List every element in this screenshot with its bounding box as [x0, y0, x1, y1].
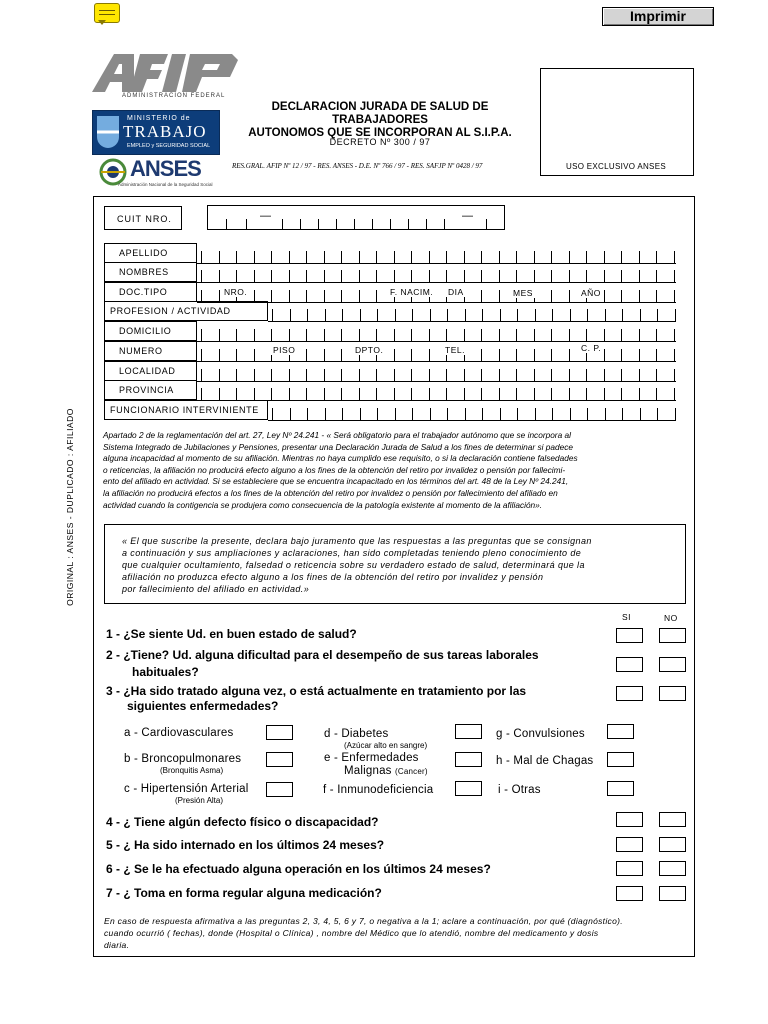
- profesion-label: PROFESION / ACTIVIDAD: [104, 301, 268, 321]
- afip-logo: [92, 52, 258, 94]
- q1-si-checkbox[interactable]: [616, 628, 643, 643]
- disease-i: i - Otras: [498, 784, 541, 796]
- print-button[interactable]: Imprimir: [602, 7, 714, 26]
- funcionario-input[interactable]: [268, 400, 676, 421]
- q5-si-checkbox[interactable]: [616, 837, 643, 852]
- shield-icon: [97, 116, 119, 148]
- disease-i-checkbox[interactable]: [607, 781, 634, 796]
- anses-logo: ANSES: [130, 156, 201, 181]
- profesion-input[interactable]: [268, 301, 676, 322]
- question-2-cont: habituales?: [132, 665, 199, 679]
- piso-label: PISO: [273, 345, 296, 355]
- domicilio-input[interactable]: [197, 321, 676, 342]
- disease-a-checkbox[interactable]: [266, 725, 293, 740]
- nombres-label: NOMBRES: [104, 262, 197, 282]
- cuit-input[interactable]: [207, 205, 505, 230]
- q6-no-checkbox[interactable]: [659, 861, 686, 876]
- localidad-input[interactable]: [197, 361, 676, 382]
- decreto-label: DECRETO Nº 300 / 97: [329, 137, 431, 147]
- localidad-label: LOCALIDAD: [104, 361, 197, 381]
- disease-c-checkbox[interactable]: [266, 782, 293, 797]
- note-icon-tail: [98, 20, 106, 25]
- footer-instructions: En caso de respuesta afirmativa a las preguntas 2, 3, 4, 5, 6 y 7, o negativa a la 1; aclare a continuación, por qué (diagnóstico). cuando ocurrió ( fechas), donde (Hospital o Clínica) , nombre del Médico que lo atendió, nombre del medicamento y dosis diaria.: [104, 916, 623, 950]
- disease-h-checkbox[interactable]: [607, 752, 634, 767]
- provincia-input[interactable]: [197, 380, 676, 401]
- apellido-input[interactable]: [197, 243, 676, 264]
- q5-no-checkbox[interactable]: [659, 837, 686, 852]
- q6-si-checkbox[interactable]: [616, 861, 643, 876]
- disease-e-cont: Malignas (Cancer): [344, 765, 428, 777]
- question-3-cont: siguientes enfermedades?: [127, 699, 279, 713]
- disease-f: f - Inmunodeficiencia: [323, 784, 434, 796]
- q3-no-checkbox[interactable]: [659, 686, 686, 701]
- q1-no-checkbox[interactable]: [659, 628, 686, 643]
- question-1: 1 - ¿Se siente Ud. en buen estado de salud?: [106, 627, 357, 641]
- declaration-text: « El que suscribe la presente, declara bajo juramento que las respuestas a las preguntas que se consignan a continuación y sus ampliaciones y aclaraciones, han sido completadas teniendo pleno conocimiento de que cualquier ocultamiento, falsedad o reticencia sobre su verdadero estado de salud, determinará que la afiliación no produzca efecto alguno a los fines de la obtención del retiro por invalidez y pensión por fallecimiento del afiliado en actividad.»: [122, 536, 592, 594]
- disease-e: e - Enfermedades: [324, 752, 419, 764]
- q7-no-checkbox[interactable]: [659, 886, 686, 901]
- mes-label: MES: [513, 288, 533, 298]
- question-2: 2 - ¿Tiene? Ud. alguna dificultad para el desempeño de sus tareas laborales: [106, 648, 539, 662]
- numero-label: NUMERO: [104, 341, 197, 361]
- q4-no-checkbox[interactable]: [659, 812, 686, 827]
- question-4: 4 - ¿ Tiene algún defecto físico o discapacidad?: [106, 815, 379, 829]
- nombres-input[interactable]: [197, 262, 676, 283]
- funcionario-label: FUNCIONARIO INTERVINIENTE: [104, 400, 268, 420]
- cuit-dash-1: —: [260, 210, 271, 222]
- question-6: 6 - ¿ Se le ha efectuado alguna operación en los últimos 24 meses?: [106, 862, 491, 876]
- uso-exclusivo-box: [540, 68, 694, 176]
- q2-si-checkbox[interactable]: [616, 657, 643, 672]
- disease-c-note: (Presión Alta): [175, 796, 224, 805]
- no-header: NO: [664, 613, 678, 623]
- numero-input[interactable]: [197, 341, 676, 362]
- anses-subtitle: Administración Nacional de la Seguridad Social: [118, 182, 213, 187]
- disease-f-checkbox[interactable]: [455, 781, 482, 796]
- cp-label: C. P.: [581, 343, 602, 353]
- apellido-label: APELLIDO: [104, 243, 197, 263]
- q4-si-checkbox[interactable]: [616, 812, 643, 827]
- disease-a: a - Cardiovasculares: [124, 727, 234, 739]
- doc-tipo-label: DOC.TIPO: [104, 282, 197, 302]
- question-3: 3 - ¿Ha sido tratado alguna vez, o está actualmente en tratamiento por las: [106, 684, 527, 698]
- q7-si-checkbox[interactable]: [616, 886, 643, 901]
- provincia-label: PROVINCIA: [104, 380, 197, 400]
- legal-paragraph: Apartado 2 de la reglamentación del art. 27, Ley Nº 24.241 - « Será obligatorio para el trabajador autónomo que se incorpora al Sistema Integrado de Jubilaciones y Pensiones, presentar una Declaración Jurada de Salud a los fines de determinar si padece alguna incapacidad al momento de su afiliación. Mientras no haya cumplido ese requisito, o si la declaración contiene falsedades o reticencias, la afiliación no producirá efecto alguno a los fines de la obtención del retiro por invalidez o pensión por fallecimi- ento del afiliado en actividad. Si se estableciere que se encuentra incapacitado en los términos del art. 48 de la Ley Nº 24.241, la afiliación no producirá efectos a los fines de la obtención del retiro por invalidez o pensión por fallecimiento del afiliado en actividad cuando la contigencia se produjera como consecuencia de la patología existente al momento de la afiliación».: [103, 430, 578, 510]
- copy-distribution-label: ORIGINAL : ANSES - DUPLICADO : AFILIADO: [65, 408, 75, 606]
- cuit-dash-2: —: [462, 210, 473, 222]
- doc-tipo-input[interactable]: [197, 282, 676, 303]
- tel-label: TEL.: [445, 345, 465, 355]
- disease-e-checkbox[interactable]: [455, 752, 482, 767]
- nro-label: NRO.: [224, 287, 248, 297]
- disease-g-checkbox[interactable]: [607, 724, 634, 739]
- disease-g: g - Convulsiones: [496, 728, 585, 740]
- domicilio-label: DOMICILIO: [104, 321, 197, 341]
- question-5: 5 - ¿ Ha sido internado en los últimos 24 meses?: [106, 838, 385, 852]
- form-title: DECLARACION JURADA DE SALUD DE TRABAJADORES AUTONOMOS QUE SE INCORPORAN AL S.I.P.A.: [248, 101, 512, 139]
- cuit-label: CUIT NRO.: [104, 206, 182, 230]
- afip-subtitle: ADMINISTRACION FEDERAL: [122, 93, 226, 99]
- ministerio-trabajo-logo: MINISTERIO de TRABAJO EMPLEO y SEGURIDAD SOCIAL: [92, 110, 220, 155]
- question-7: 7 - ¿ Toma en forma regular alguna medicación?: [106, 886, 382, 900]
- q2-no-checkbox[interactable]: [659, 657, 686, 672]
- disease-d: d - Diabetes: [324, 728, 389, 740]
- disease-b: b - Broncopulmonares: [124, 753, 242, 765]
- uso-exclusivo-label: USO EXCLUSIVO ANSES: [566, 162, 666, 171]
- disease-h: h - Mal de Chagas: [496, 755, 594, 767]
- disease-d-checkbox[interactable]: [455, 724, 482, 739]
- resolutions-line: RES.GRAL. AFIP Nº 12 / 97 - RES. ANSES - D.E. Nº 766 / 97 - RES. SAFJP Nº 0428 / 97: [232, 162, 483, 170]
- disease-b-checkbox[interactable]: [266, 752, 293, 767]
- dia-label: DIA: [448, 287, 464, 297]
- disease-b-note: (Bronquitis Asma): [160, 766, 224, 775]
- disease-c: c - Hipertensión Arterial: [124, 783, 249, 795]
- f-nacim-label: F. NACIM.: [390, 287, 434, 297]
- dpto-label: DPTO.: [355, 345, 384, 355]
- disease-d-note: (Azúcar alto en sangre): [344, 741, 428, 750]
- anio-label: AÑO: [581, 288, 601, 298]
- si-header: SI: [622, 612, 632, 622]
- q3-si-checkbox[interactable]: [616, 686, 643, 701]
